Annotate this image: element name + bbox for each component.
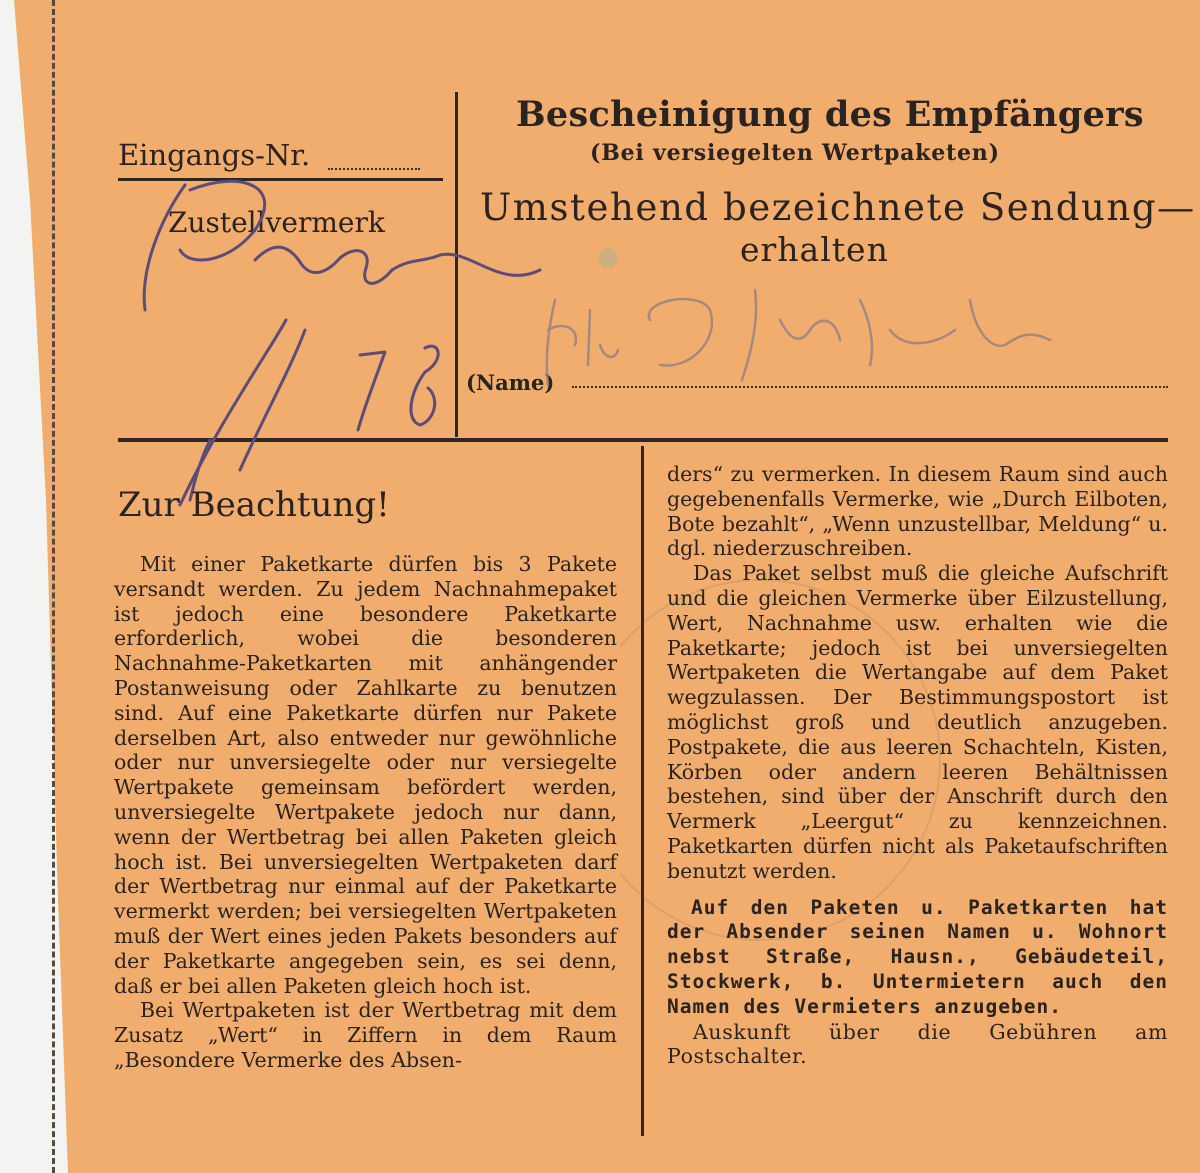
notice-right-column: [667, 462, 1168, 1069]
receipt-statement-erhalten: erhalten: [740, 230, 889, 269]
notice-paragraph: Mit einer Paketkarte dürfen bis 3 Pakete versandt werden. Zu jedem Nachnahmepaket ist jedoch eine besondere Paketkarte erforderlich, wobei die besonderen Nachnahme-Paketkarten mit anhängender Postanweisung oder Zahlkarte zu benutzen sind. Auf eine Paketkarte dürfen nur Pakete derselben Art, also entweder nur gewöhnliche oder nur unversiegelte oder nur versiegelte Wertpakete gemeinsam befördert werden, unversiegelte Wertpakete jedoch nur dann, wenn der Wertbetrag bei allen Paketen gleich hoch ist. Bei unversiegelten Wertpaketen darf der Wertbetrag nur einmal auf der Paketkarte vermerkt werden; bei versiegelten Wertpaketen muß der Wert eines jeden Pakets besonders auf der Paketkarte angegeben sein, es sei denn, daß er bei allen Paketen gleich hoch ist.: [114, 552, 617, 998]
notice-paragraph: ders“ zu vermerken. In diesem Raum sind auch gegebenenfalls Vermerke, wie „Durch Eilboten, Bote bezahlt“, „Wenn unzustellbar, Meldung“ u. dgl. niederzuschreiben.: [667, 462, 1168, 561]
notice-paragraph: Bei Wertpaketen ist der Wertbetrag mit dem Zusatz „Wert“ in Ziffern in dem Raum „Besondere Vermerke des Absen-: [114, 998, 617, 1072]
notice-paragraph: Auskunft über die Gebühren am Postschalter.: [667, 1019, 1168, 1069]
notice-left-column: [114, 552, 617, 1073]
page-title: Bescheinigung des Empfängers: [516, 94, 1144, 135]
name-label: (Name): [466, 370, 555, 395]
eingangs-nr-label: Eingangs-Nr.: [118, 138, 311, 172]
notice-paragraph-bold: Auf den Paketen u. Paketkarten hat der Absender seinen Namen u. Wohnort nebst Straße, Hausn., Gebäudeteil, Stockwerk, b. Untermietern auch den Namen des Vermieters anzugeben.: [667, 895, 1168, 1018]
notice-heading: Zur Beachtung!: [118, 485, 390, 525]
zustellvermerk-label: Zustellvermerk: [168, 206, 385, 239]
receipt-statement: Umstehend bezeichnete Sendung—: [480, 186, 1196, 229]
page-subtitle: (Bei versiegelten Wertpaketen): [590, 140, 1000, 166]
handwritten-signature: [0, 0, 1200, 520]
notice-paragraph: Das Paket selbst muß die gleiche Aufschrift und die gleichen Vermerke über Eilzustellung, Wert, Nachnahme usw. erhalten wie die Paketkarte; jedoch ist bei unversiegelten Wertpaketen die Wertangabe auf dem Paket wegzulassen. Der Bestimmungspostort ist möglichst groß und deutlich anzugeben. Postpakete, die aus leeren Schachteln, Kisten, Körben oder andern leeren Behältnissen bestehen, sind über der Anschrift durch den Vermerk „Leergut“ zu kennzeichnen. Paketkarten dürfen nicht als Paketaufschriften benutzt werden.: [667, 561, 1168, 883]
